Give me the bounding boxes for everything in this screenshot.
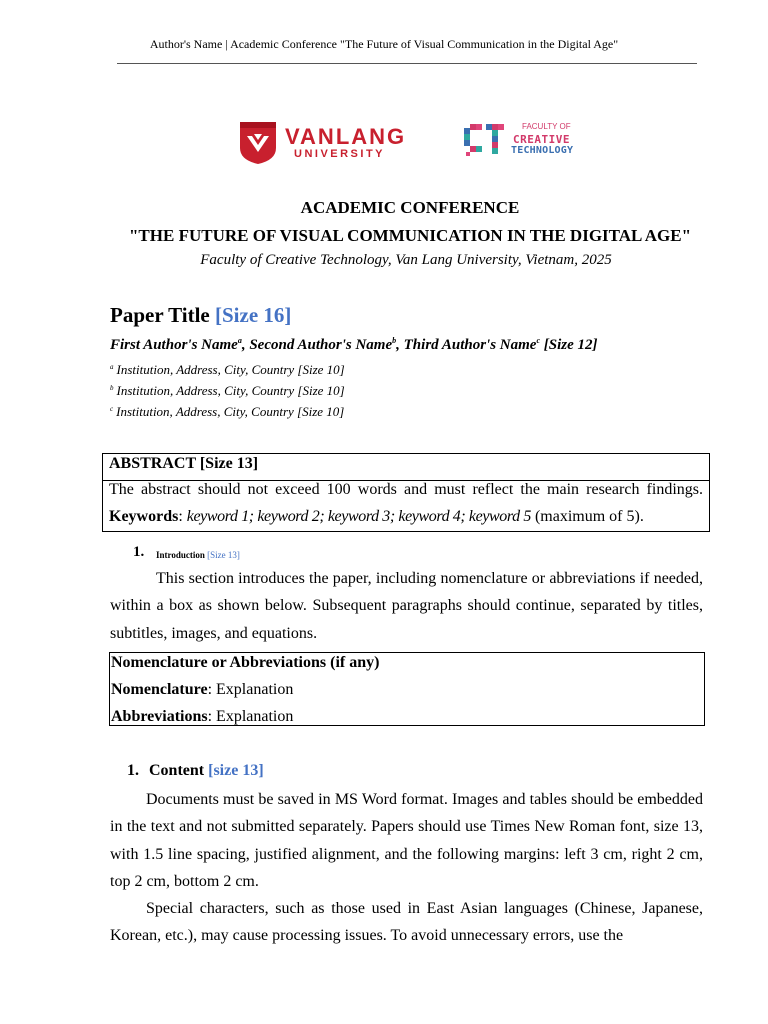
keywords-note: (maximum of 5). (534, 508, 644, 525)
intro-paragraph (110, 565, 703, 647)
paper-title-text: Paper Title (110, 303, 210, 327)
abbreviations-explanation: : Explanation (207, 708, 294, 725)
institution-b-text: Institution, Address, City, Country [Size 10] (116, 383, 345, 398)
institution-b-sup: b (110, 383, 114, 392)
nomenclature-box (109, 652, 705, 726)
content-paragraph-2 (110, 895, 703, 950)
content-paragraph-2-text: Special characters, such as those used in East Asian languages (Chinese, Japanese, Korean, etc.), may cause processing issues. To avoid unnecessary errors, use the (110, 900, 703, 945)
abstract-title: ABSTRACT [Size 13] (109, 455, 259, 472)
institution-c (110, 404, 344, 420)
intro-paragraph-text: This section introduces the paper, including nomenclature or abbreviations if needed, within a box as shown below. Subsequent paragraphs should continue, separated by titles, subtitles, images, and equations. (110, 570, 703, 642)
paper-title (110, 303, 291, 328)
keywords-list: keyword 1; keyword 2; keyword 3; keyword 4; keyword 5 (186, 508, 531, 525)
creative-text: CREATIVE (513, 133, 570, 146)
conference-affiliation: Faculty of Creative Technology, Van Lang University, Vietnam, 2025 (200, 252, 612, 268)
keywords-line: Keywords: keyword 1; keyword 2; keyword 3; keyword 4; keyword 5 (maximum of 5). (109, 508, 644, 525)
institution-c-sup: c (110, 404, 114, 413)
faculty-of-text: FACULTY OF (522, 122, 571, 131)
abstract-box (102, 453, 710, 532)
nomenclature-title (111, 654, 379, 672)
authors-size: [Size 12] (543, 337, 598, 353)
vanlang-logo (238, 120, 413, 166)
institution-c-text: Institution, Address, City, Country [Size 10] (116, 404, 345, 419)
running-header: Author's Name | Academic Conference "The Future of Visual Communication in the Digital Age" (149, 37, 619, 51)
institution-a-text: Institution, Address, City, Country [Size 10] (116, 362, 345, 377)
conference-theme: "THE FUTURE OF VISUAL COMMUNICATION IN THE DIGITAL AGE" (128, 226, 692, 245)
section-1-number: 1. (133, 544, 145, 560)
nomenclature-label: Nomenclature (111, 681, 208, 698)
section-2-number: 1. (127, 762, 139, 779)
nomenclature-explanation: : Explanation (207, 681, 294, 698)
keywords-label: Keywords (109, 508, 179, 525)
nomenclature-title-text: Nomenclature or Abbreviations (if any) (111, 654, 380, 671)
abbreviations-label: Abbreviations (111, 708, 208, 725)
ct-pixel-mark-icon (462, 122, 510, 158)
paper-title-size: [Size 16] (215, 303, 292, 327)
author-1: First Author's Name (110, 337, 238, 353)
header-divider (117, 63, 697, 64)
vanlang-wordmark: VANLANG (285, 124, 407, 149)
technology-text: TECHNOLOGY (511, 145, 574, 156)
content-paragraph-1-text: Documents must be saved in MS Word format. Images and tables should be embedded in the text and not submitted separately. Papers should use Times New Roman font, size 13, with 1.5 line spacing, justified alignment, and the following margins: left 3 cm, right 2 cm, top 2 cm, bottom 2 cm. (110, 791, 703, 890)
author-list: First Author's Name$^a$, Second Author's Name$^b$, Third Author's Name$^c$ [Size 12] (110, 336, 598, 353)
abbreviations-row (111, 708, 293, 726)
section-2-title: Content (149, 762, 205, 779)
section-1-title: Introduction (156, 550, 205, 560)
conference-heading: ACADEMIC CONFERENCE (300, 198, 520, 217)
faculty-logo (462, 120, 592, 160)
institution-b (110, 383, 345, 399)
section-2-heading (127, 762, 264, 780)
institution-a-sup: a (110, 362, 114, 371)
institution-a (110, 362, 345, 378)
vanlang-subtitle: UNIVERSITY (294, 148, 386, 160)
section-1-heading (156, 550, 240, 560)
abstract-text: The abstract should not exceed 100 words and must reflect the main research findings. (109, 481, 703, 498)
nomenclature-row (111, 681, 293, 699)
author-1-sup: a (237, 336, 242, 345)
author-2: Second Author's Name (249, 337, 393, 353)
author-3-sup: c (536, 336, 541, 345)
content-paragraph-1 (110, 786, 703, 895)
author-2-sup: b (392, 336, 397, 345)
section-1-size: [Size 13] (207, 550, 240, 560)
author-3: Third Author's Name (403, 337, 537, 353)
section-2-size: [size 13] (208, 762, 264, 779)
vanlang-shield-icon (240, 122, 276, 164)
